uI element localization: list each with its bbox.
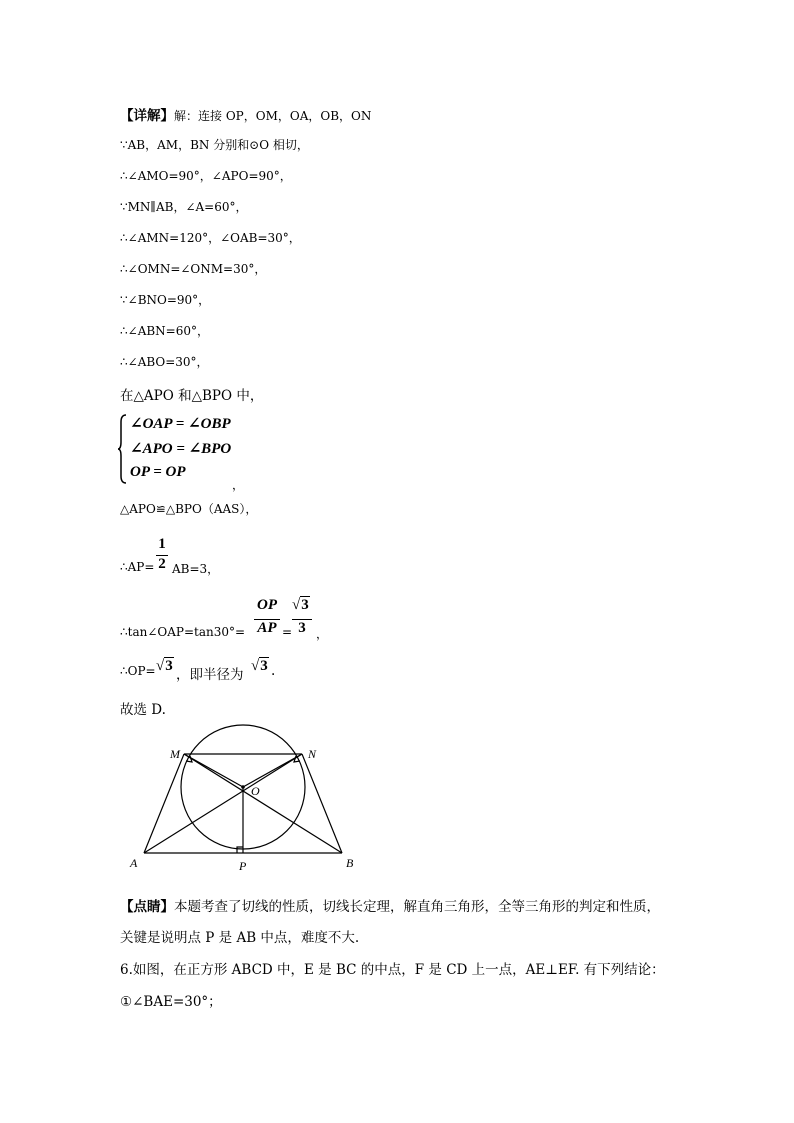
tan-prefix: ∴tan∠OAP=tan30°= — [120, 625, 246, 639]
system-row-1: ∠OAP = ∠OBP — [130, 416, 231, 432]
comment-line-2: 关键是说明点 P 是 AB 中点，难度不大. — [120, 930, 360, 946]
label-O: O — [251, 784, 260, 798]
solution-line-12: 故选 D. — [120, 702, 166, 718]
ap-suffix: AB=3， — [172, 562, 220, 576]
solution-line-7: ∵∠BNO=90°， — [120, 293, 211, 307]
geometry-figure — [118, 720, 378, 872]
tan-fraction-denominator: AP — [257, 620, 277, 636]
op-root: √3 — [156, 658, 173, 674]
tan-suffix: ， — [316, 627, 329, 641]
comment-line-1 — [120, 895, 660, 915]
detail-tag: 【详解】 — [120, 108, 174, 124]
comment-text: 本题考查了切线的性质，切线长定理，解直角三角形，全等三角形的判定和性质， — [174, 899, 660, 915]
label-N: N — [308, 747, 317, 761]
question-6-option-1: ①∠BAE=30°； — [120, 994, 222, 1010]
detail-text: 解：连接 OP，OM，OA，OB，ON — [174, 109, 372, 123]
segment-OM — [184, 754, 243, 787]
label-P: P — [239, 859, 247, 872]
segment-BN — [302, 754, 342, 853]
system-row-2: ∠APO = ∠BPO — [130, 441, 232, 457]
ap-line — [120, 536, 320, 582]
op-prefix: ∴OP= — [120, 664, 156, 678]
op-suffix: . — [271, 663, 276, 679]
right-angle-mark-p — [237, 847, 243, 853]
system-comma: ， — [232, 478, 245, 492]
solution-line-1 — [120, 104, 371, 124]
comment-tag: 【点睛】 — [120, 899, 174, 915]
label-B: B — [346, 856, 354, 870]
op-line — [120, 658, 320, 682]
tan-fraction2-numerator: √3 — [292, 597, 309, 613]
ap-prefix: ∴AP= — [120, 560, 155, 574]
op-root-2: √3 — [251, 658, 268, 674]
tan-line — [120, 597, 380, 647]
solution-line-3: ∴∠AMO=90°，∠APO=90°， — [120, 169, 292, 183]
solution-line-10: 在△APO 和△BPO 中， — [120, 388, 264, 404]
label-M: M — [170, 747, 180, 761]
solution-line-6: ∴∠OMN=∠ONM=30°， — [120, 262, 267, 276]
center-point — [241, 785, 245, 789]
tan-fraction2-denominator: 3 — [298, 620, 306, 636]
left-brace-icon — [118, 414, 128, 484]
solution-line-5: ∴∠AMN=120°，∠OAB=30°， — [120, 231, 301, 245]
solution-line-4: ∵MN∥AB，∠A=60°， — [120, 200, 248, 214]
segment-ON — [243, 754, 302, 787]
question-6: 6.如图，在正方形 ABCD 中，E 是 BC 的中点，F 是 CD 上一点，AE⊥EF. 有下列结论： — [120, 962, 665, 978]
solution-line-8: ∴∠ABN=60°， — [120, 324, 209, 338]
ap-fraction-numerator: 1 — [158, 536, 166, 552]
tan-fraction-numerator: OP — [257, 597, 277, 613]
system-row-3: OP = OP — [130, 464, 186, 480]
op-mid: ，即半径为 — [176, 667, 244, 683]
solution-line-9: ∴∠ABO=30°， — [120, 355, 209, 369]
tan-equals: = — [282, 625, 293, 639]
ap-fraction-denominator: 2 — [158, 556, 166, 572]
solution-line-2: ∵AB，AM，BN 分别和⊙O 相切， — [120, 138, 309, 152]
solution-line-11: △APO≌△BPO（AAS）， — [120, 502, 258, 516]
segment-AM — [144, 754, 184, 853]
equation-system — [118, 412, 258, 484]
label-A: A — [130, 856, 138, 870]
